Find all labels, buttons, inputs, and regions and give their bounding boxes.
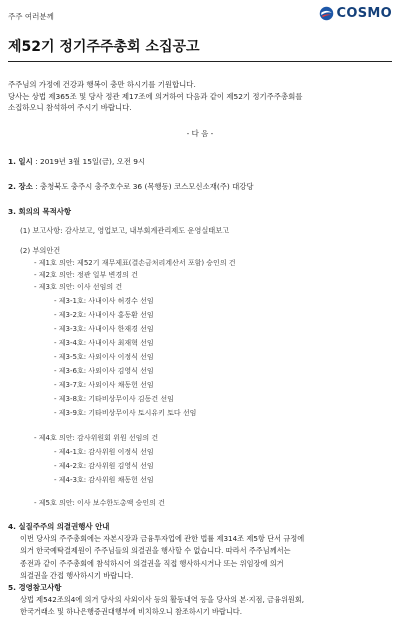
agenda-subitem: - 제3-8호: 기타비상무이사 김동건 선임 (54, 395, 174, 403)
agenda-subitem: - 제3-2호: 사내이사 홍동환 선임 (54, 311, 154, 319)
agenda-subitem: - 제3-3호: 사내이사 한재경 선임 (54, 325, 154, 333)
section-date-value: : 2019년 3월 15일(금), 오전 9시 (32, 157, 146, 166)
paragraph-line: 의결권을 간접 행사하시기 바랍니다. (20, 570, 134, 580)
agenda-subitem: - 제3-4호: 사내이사 최재혁 선임 (54, 339, 154, 347)
section-purpose (8, 206, 71, 217)
agenda-item: - 제2호 의안: 정관 일부 변경의 건 (34, 271, 138, 279)
agenda-subitem: - 제3-9호: 기타비상무이사 토시유키 토다 선임 (54, 409, 197, 417)
section-place (8, 181, 254, 192)
agenda-title: (2) 부의안건 (20, 246, 61, 255)
agenda-subitem: - 제3-6호: 사외이사 김영식 선임 (54, 367, 154, 375)
section-business-reference-label: 5. 경영참고사항 (8, 583, 62, 592)
paragraph-line: 한국거래소 및 하나은행증권대행부에 비치하오니 참조하시기 바랍니다. (20, 607, 243, 617)
agenda-subitem: - 제4-3호: 감사위원 채동헌 선임 (54, 476, 154, 484)
business-reference-paragraph (20, 594, 392, 619)
cosmo-logo-icon (319, 6, 334, 21)
agenda-subitem: - 제4-1호: 감사위원 이정식 선임 (54, 448, 154, 456)
section-shadow-voting (8, 521, 109, 532)
section-date (8, 156, 145, 167)
section-place-value: : 충청북도 충주시 충주호수로 36 (목행동) 코스모신소재(주) 대강당 (32, 182, 254, 191)
report-items: (1) 보고사항: 감사보고, 영업보고, 내부회계관리제도 운영실태보고 (20, 226, 230, 235)
agenda-subitem: - 제3-1호: 사내이사 허경수 선임 (54, 297, 154, 305)
paragraph-line: 의거 한국예탁결제원이 주주님들의 의결권을 행사할 수 없습니다. 따라서 주주님께서는 (20, 546, 291, 556)
agenda-item: - 제1호 의안: 제52기 재무제표(결손금처리계산서 포함) 승인의 건 (34, 259, 236, 267)
greeting-label: 주주 여러분께 (8, 12, 54, 21)
brand-name: COSMO (336, 6, 392, 21)
company-logo (319, 6, 392, 21)
page-title: 제52기 정기주주총회 소집공고 (8, 39, 200, 55)
agenda-item: - 제3호 의안: 이사 선임의 건 (34, 283, 123, 291)
section-place-label: 2. 장소 (8, 182, 33, 191)
title-divider (8, 61, 392, 62)
section-shadow-voting-label: 4. 실질주주의 의결권행사 안내 (8, 522, 110, 531)
section-purpose-label: 3. 회의의 목적사항 (8, 207, 72, 216)
paragraph-line: 상법 제542조의4에 의거 당사의 사외이사 등의 활동내역 등을 당사의 본·지점, 금융위원회, (20, 595, 305, 604)
intro-line: 당사는 상법 제365조 및 당사 정관 제17조에 의거하여 다음과 같이 제52기 정기주주총회를 (8, 91, 303, 101)
notice-separator: - 다 음 - (186, 129, 214, 138)
intro-line: 주주님의 가정에 건강과 행복이 충만 하시기를 기원합니다. (8, 80, 196, 89)
agenda-item: - 제4호 의안: 감사위원회 위원 선임의 건 (34, 434, 159, 442)
agenda-subitem: - 제3-7호: 사외이사 채동헌 선임 (54, 381, 154, 389)
agenda-subitem: - 제3-5호: 사외이사 이정식 선임 (54, 353, 154, 361)
agenda-subitem: - 제4-2호: 감사위원 김영식 선임 (54, 462, 154, 470)
section-date-label: 1. 일시 (8, 157, 33, 166)
paragraph-line: 이번 당사의 주주총회에는 자본시장과 금융투자업에 관한 법률 제314조 제5항 단서 규정에 (20, 534, 305, 543)
intro-paragraph (8, 79, 396, 114)
section-business-reference (8, 582, 61, 593)
agenda-item: - 제5호 의안: 이사 보수한도총액 승인의 건 (34, 499, 165, 507)
paragraph-line: 종전과 같이 주주총회에 참석하시어 의결권을 직접 행사하시거나 또는 위임장에 의거 (20, 558, 284, 568)
intro-line: 소집하오니 참석하여 주시기 바랍니다. (8, 103, 132, 112)
shadow-voting-paragraph (20, 533, 392, 582)
